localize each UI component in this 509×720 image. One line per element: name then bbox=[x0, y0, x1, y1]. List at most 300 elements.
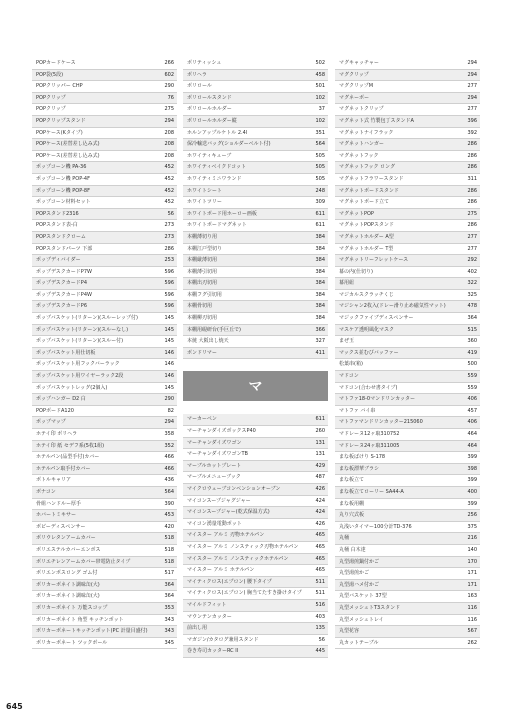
entry-page-number: 611 bbox=[315, 416, 325, 423]
entry-page-number: 170 bbox=[467, 558, 477, 565]
entry-name: ボリカーボネイト 万能スコップ bbox=[36, 604, 108, 611]
index-entry bbox=[32, 81, 177, 93]
entry-page-number: 400 bbox=[467, 488, 477, 495]
section-heading-label: マ bbox=[248, 379, 263, 396]
entry-page-number: 611 bbox=[315, 222, 325, 229]
entry-page-number: 559 bbox=[467, 384, 477, 391]
index-entry bbox=[32, 359, 177, 371]
entry-name: ホテルパン取手付カバー bbox=[36, 465, 91, 472]
entry-page-number: 322 bbox=[467, 280, 477, 287]
index-entry bbox=[335, 278, 480, 290]
entry-page-number: 611 bbox=[315, 210, 325, 217]
index-entry bbox=[183, 414, 328, 426]
index-entry bbox=[32, 278, 177, 290]
index-entry bbox=[335, 417, 480, 429]
entry-page-number: 445 bbox=[315, 648, 325, 655]
entry-page-number: 286 bbox=[467, 187, 477, 194]
entry-name: ボリロール bbox=[187, 83, 212, 90]
entry-name: マグクリップM bbox=[339, 83, 374, 90]
index-entry bbox=[335, 615, 480, 627]
entry-page-number: 505 bbox=[315, 175, 325, 182]
entry-page-number: 458 bbox=[315, 71, 325, 78]
entry-page-number: 384 bbox=[315, 280, 325, 287]
entry-name: 本棚フグ引切用 bbox=[187, 291, 222, 298]
entry-name: マイティクロス(エプロン) 腰下タイプ bbox=[187, 578, 272, 585]
entry-page-number: 465 bbox=[315, 543, 325, 550]
entry-name: POPスタンド2316 bbox=[36, 210, 79, 217]
index-entry bbox=[183, 104, 328, 116]
entry-name: マトファ バイ串 bbox=[339, 407, 376, 414]
entry-page-number: 392 bbox=[467, 129, 477, 136]
index-entry bbox=[183, 635, 328, 647]
entry-page-number: 420 bbox=[164, 523, 174, 530]
index-entry bbox=[183, 81, 328, 93]
entry-name: ボリエンボスロング ゴム付 bbox=[36, 570, 98, 577]
entry-name: ボリカーボネートキッチンポット(PC 計量目盛付) bbox=[36, 628, 148, 635]
entry-page-number: 273 bbox=[164, 222, 174, 229]
index-entry bbox=[32, 313, 177, 325]
entry-page-number: 353 bbox=[164, 604, 174, 611]
entry-page-number: 277 bbox=[467, 233, 477, 240]
index-entry bbox=[183, 612, 328, 624]
index-entry bbox=[183, 93, 328, 105]
entry-page-number: 286 bbox=[467, 164, 477, 171]
entry-page-number: 466 bbox=[164, 454, 174, 461]
entry-name: マグネットボード立て bbox=[339, 199, 389, 206]
entry-name: まな板用棚 bbox=[339, 500, 365, 507]
entry-page-number: 602 bbox=[164, 71, 174, 78]
entry-page-number: 364 bbox=[164, 593, 174, 600]
index-entry bbox=[335, 348, 480, 360]
index-entry bbox=[183, 554, 328, 566]
index-entry bbox=[183, 646, 328, 658]
entry-name: ホワイトシート bbox=[187, 187, 222, 194]
entry-page-number: 375 bbox=[467, 523, 477, 530]
entry-name: ホテイ印 紙 セデフ系(5枚1組) bbox=[36, 442, 105, 449]
index-entry bbox=[335, 244, 480, 256]
index-entry bbox=[32, 487, 177, 499]
index-entry bbox=[335, 313, 480, 325]
entry-name: マグネット式 竹製包丁スタンドA bbox=[339, 117, 414, 124]
entry-page-number: 384 bbox=[315, 268, 325, 275]
entry-name: マグネットPOP bbox=[339, 210, 374, 217]
entry-name: POPクリップ bbox=[36, 106, 66, 113]
entry-page-number: 260 bbox=[315, 428, 325, 435]
entry-name: ポップデスクカードP7W bbox=[36, 268, 92, 275]
index-entry bbox=[32, 325, 177, 337]
index-entry bbox=[335, 626, 480, 638]
entry-name: マグネットハンガー bbox=[339, 141, 384, 148]
entry-name: まぜ玉 bbox=[339, 338, 355, 345]
index-entry bbox=[335, 522, 480, 534]
index-entry bbox=[32, 441, 177, 453]
entry-page-number: 466 bbox=[164, 465, 174, 472]
entry-page-number: 596 bbox=[164, 280, 174, 287]
entry-page-number: 564 bbox=[315, 141, 325, 148]
entry-name: マトファマンドリンカッター215060 bbox=[339, 419, 423, 426]
index-entry bbox=[183, 186, 328, 198]
entry-name: マイコン湧量電動ポット bbox=[187, 520, 242, 527]
entry-page-number: 366 bbox=[315, 326, 325, 333]
entry-name: ポップコーン材料セット bbox=[36, 199, 91, 206]
index-entry bbox=[183, 70, 328, 82]
entry-page-number: 452 bbox=[164, 199, 174, 206]
index-entry bbox=[335, 301, 480, 313]
index-entry bbox=[183, 623, 328, 635]
index-entry bbox=[335, 197, 480, 209]
index-entry bbox=[335, 325, 480, 337]
entry-name: 丸型湯煎鍋付かご bbox=[339, 558, 380, 565]
section-heading-ma bbox=[183, 371, 328, 401]
entry-name: ポップコーン機 POP-8F bbox=[36, 187, 90, 194]
entry-name: マーチャンダイズワゴン bbox=[187, 439, 242, 446]
entry-name: ホバートミキサー bbox=[36, 512, 77, 519]
index-entry bbox=[335, 116, 480, 128]
entry-name: ボビーディスペンサー bbox=[36, 523, 86, 530]
entry-page-number: 286 bbox=[467, 141, 477, 148]
entry-name: マーチャンダイズボックスP40 bbox=[187, 428, 256, 435]
index-entry bbox=[335, 128, 480, 140]
entry-page-number: 426 bbox=[315, 520, 325, 527]
entry-name: 松葉串(箱) bbox=[339, 361, 363, 368]
entry-page-number: 411 bbox=[315, 349, 325, 356]
entry-page-number: 76 bbox=[167, 94, 174, 101]
entry-name: マイクロウェーブコンベンションオーブン bbox=[187, 486, 281, 492]
entry-name: マグキャッチャー bbox=[339, 60, 379, 66]
index-entry bbox=[32, 371, 177, 383]
index-entry bbox=[183, 244, 328, 256]
index-entry bbox=[32, 220, 177, 232]
entry-page-number: 564 bbox=[164, 488, 174, 495]
entry-name: POPケース(差替差し込み式) bbox=[36, 141, 100, 148]
entry-page-number: 286 bbox=[164, 245, 174, 252]
entry-page-number: 399 bbox=[467, 477, 477, 484]
entry-name: 前出し用 bbox=[187, 625, 208, 632]
index-entry bbox=[32, 209, 177, 221]
entry-page-number: 277 bbox=[467, 106, 477, 113]
entry-name: ポップデスクカードP4W bbox=[36, 291, 92, 298]
entry-page-number: 505 bbox=[315, 164, 325, 171]
index-entry bbox=[183, 220, 328, 232]
entry-name: ポップハンガー D2 白 bbox=[36, 396, 86, 403]
index-entry bbox=[183, 174, 328, 186]
entry-page-number: 116 bbox=[467, 604, 477, 611]
index-entry bbox=[335, 591, 480, 603]
index-entry bbox=[335, 232, 480, 244]
entry-page-number: 518 bbox=[164, 558, 174, 565]
entry-page-number: 286 bbox=[467, 199, 477, 206]
entry-name: マーブルホットプレート bbox=[187, 462, 242, 469]
entry-name: マドコン bbox=[339, 373, 359, 380]
entry-name: 本焼 大阪出し焼天 bbox=[187, 338, 229, 345]
index-entry bbox=[335, 452, 480, 464]
index-entry bbox=[335, 359, 480, 371]
entry-page-number: 464 bbox=[467, 442, 477, 449]
entry-name: ポップバスケット(リターン)(スルーレップ付) bbox=[36, 315, 138, 322]
index-entry bbox=[32, 267, 177, 279]
entry-page-number: 140 bbox=[467, 546, 477, 553]
entry-name: ボリロールホルダー縦 bbox=[187, 117, 237, 124]
entry-name: ボリウレタンアームカバー bbox=[36, 535, 96, 542]
entry-name: 本棚薄引切用 bbox=[187, 268, 218, 275]
entry-page-number: 82 bbox=[167, 407, 174, 414]
index-entry bbox=[32, 522, 177, 534]
entry-page-number: 343 bbox=[164, 616, 174, 623]
index-entry bbox=[335, 638, 480, 650]
entry-page-number: 358 bbox=[164, 431, 174, 437]
entry-name: マグクリップ bbox=[339, 71, 369, 78]
entry-page-number: 502 bbox=[315, 60, 325, 66]
entry-page-number: 327 bbox=[315, 338, 325, 345]
index-entry bbox=[335, 58, 480, 70]
entry-name: マグネットボードスタンド bbox=[339, 187, 399, 194]
entry-name: マグネットPOPスタンド bbox=[339, 222, 394, 229]
entry-name: ボトルキャリア bbox=[36, 477, 72, 484]
entry-page-number: 399 bbox=[467, 454, 477, 461]
index-column-1 bbox=[32, 58, 177, 649]
entry-name: ポップバスケット用ワイヤーラック2段 bbox=[36, 373, 124, 380]
entry-page-number: 465 bbox=[315, 532, 325, 539]
index-entry bbox=[335, 557, 480, 569]
entry-name: POPクリップスタンド bbox=[36, 117, 86, 124]
entry-page-number: 352 bbox=[164, 442, 174, 449]
entry-page-number: 384 bbox=[315, 315, 325, 322]
entry-name: マイコンスープジャグジャー bbox=[187, 497, 251, 504]
index-entry bbox=[183, 58, 328, 70]
index-entry bbox=[335, 475, 480, 487]
index-entry bbox=[183, 139, 328, 151]
entry-page-number: 351 bbox=[315, 129, 325, 136]
entry-name: マガジン/カタログ兼用スタンド bbox=[187, 636, 259, 643]
entry-name: マグネットホルダー A型 bbox=[339, 233, 394, 240]
index-entry bbox=[183, 484, 328, 496]
index-entry bbox=[335, 510, 480, 522]
index-entry bbox=[335, 70, 480, 82]
entry-name: マグネーボー bbox=[339, 94, 369, 101]
index-entry bbox=[32, 232, 177, 244]
entry-page-number: 511 bbox=[315, 578, 325, 585]
entry-page-number: 402 bbox=[467, 268, 477, 275]
entry-name: ボリカーボネイト調味缶(大) bbox=[36, 581, 100, 588]
entry-name: マドコン(合わせ書タイプ) bbox=[339, 384, 398, 391]
index-entry bbox=[335, 290, 480, 302]
entry-page-number: 384 bbox=[315, 303, 325, 310]
entry-name: ボリロールホルダー bbox=[187, 106, 232, 113]
entry-page-number: 146 bbox=[164, 373, 174, 380]
entry-page-number: 567 bbox=[467, 628, 477, 635]
index-entry bbox=[335, 499, 480, 511]
entry-page-number: 517 bbox=[164, 570, 174, 577]
entry-name: ポップコーン機 POP-4F bbox=[36, 175, 90, 182]
index-entry bbox=[183, 519, 328, 531]
index-entry bbox=[335, 568, 480, 580]
entry-name: POPケース(Kタイプ) bbox=[36, 129, 83, 136]
entry-page-number: 56 bbox=[318, 636, 325, 643]
entry-page-number: 171 bbox=[467, 581, 477, 588]
index-entry bbox=[335, 371, 480, 383]
index-entry bbox=[32, 104, 177, 116]
index-entry bbox=[183, 496, 328, 508]
entry-page-number: 424 bbox=[315, 497, 325, 504]
entry-name: マジカルスクラッチくじ bbox=[339, 291, 394, 298]
entry-name: マグネットクリップ bbox=[339, 106, 384, 113]
index-entry bbox=[32, 348, 177, 360]
entry-name: ポップマップ bbox=[36, 419, 66, 426]
index-entry bbox=[32, 545, 177, 557]
entry-page-number: 275 bbox=[467, 210, 477, 217]
index-entry bbox=[32, 638, 177, 650]
entry-page-number: 364 bbox=[164, 581, 174, 588]
entry-name: 丸型メッシュトレイ bbox=[339, 616, 384, 623]
index-entry bbox=[32, 475, 177, 487]
index-entry bbox=[32, 174, 177, 186]
entry-page-number: 248 bbox=[315, 187, 325, 194]
entry-name: 丸り穴式板 bbox=[339, 512, 365, 519]
entry-page-number: 135 bbox=[315, 625, 325, 632]
entry-page-number: 518 bbox=[164, 535, 174, 542]
entry-page-number: 145 bbox=[164, 326, 174, 333]
index-entry bbox=[183, 472, 328, 484]
entry-name: POPケース(差替差し込み式) bbox=[36, 152, 100, 159]
entry-name: 本棚用硯研台(手巨丘で) bbox=[187, 326, 241, 333]
index-entry bbox=[32, 626, 177, 638]
entry-page-number: 384 bbox=[315, 257, 325, 264]
entry-page-number: 256 bbox=[467, 512, 477, 519]
index-entry bbox=[32, 336, 177, 348]
entry-name: ボリカーボネイト調味缶(大) bbox=[36, 593, 100, 600]
index-entry bbox=[335, 267, 480, 279]
entry-page-number: 146 bbox=[164, 361, 174, 368]
entry-page-number: 403 bbox=[315, 613, 325, 620]
entry-page-number: 145 bbox=[164, 315, 174, 322]
entry-name: まな板ばけり S-178 bbox=[339, 454, 386, 461]
entry-page-number: 171 bbox=[467, 570, 477, 577]
index-column-3 bbox=[335, 58, 480, 649]
index-entry bbox=[32, 186, 177, 198]
entry-page-number: 208 bbox=[164, 152, 174, 159]
entry-page-number: 277 bbox=[467, 83, 477, 90]
index-entry bbox=[335, 104, 480, 116]
index-entry bbox=[32, 580, 177, 592]
entry-page-number: 208 bbox=[164, 129, 174, 136]
entry-page-number: 294 bbox=[467, 60, 477, 66]
entry-page-number: 292 bbox=[467, 257, 477, 264]
index-entry bbox=[183, 438, 328, 450]
entry-name: マグネットリーフレットケース bbox=[339, 257, 409, 264]
entry-page-number: 343 bbox=[164, 628, 174, 635]
entry-page-number: 163 bbox=[467, 593, 477, 600]
index-entry bbox=[32, 452, 177, 464]
index-entry bbox=[183, 232, 328, 244]
entry-name: マイスター アルミ ノンスティックホテルパン bbox=[187, 555, 289, 562]
entry-name: ボリエチレンアームカバー帯電防止タイプ bbox=[36, 558, 131, 565]
entry-name: 丸型花容 bbox=[339, 628, 360, 635]
index-entry bbox=[183, 426, 328, 438]
entry-name: ボリカーボネイト 角型 キッチンポット bbox=[36, 616, 124, 623]
entry-name: ボナコン bbox=[36, 488, 56, 495]
index-entry bbox=[183, 255, 328, 267]
index-entry bbox=[183, 542, 328, 554]
entry-name: マグネットナイフラック bbox=[339, 129, 394, 136]
entry-name: 丸型湯ハメ付かご bbox=[339, 581, 380, 588]
entry-page-number: 102 bbox=[315, 94, 325, 101]
index-entry bbox=[335, 580, 480, 592]
entry-page-number: 384 bbox=[315, 245, 325, 252]
entry-page-number: 396 bbox=[467, 117, 477, 124]
entry-name: ボリヘラ bbox=[187, 71, 207, 78]
entry-page-number: 464 bbox=[467, 431, 477, 437]
index-entry bbox=[335, 429, 480, 441]
index-entry bbox=[183, 162, 328, 174]
entry-page-number: 465 bbox=[315, 555, 325, 562]
index-entry bbox=[32, 197, 177, 209]
entry-name: 丸型メッシュトT3スタンド bbox=[339, 604, 401, 611]
entry-page-number: 253 bbox=[164, 257, 174, 264]
entry-page-number: 596 bbox=[164, 303, 174, 310]
entry-page-number: 429 bbox=[315, 462, 325, 469]
entry-name: ポップバスケット(リターン)(スルーなし) bbox=[36, 326, 129, 333]
entry-name: 幕の内(仕切り) bbox=[339, 268, 373, 275]
entry-name: マイコンスープジャー(乾式保温方式) bbox=[187, 509, 270, 516]
index-entry bbox=[335, 186, 480, 198]
entry-name: ポップコーン機 PA-36 bbox=[36, 164, 87, 171]
entry-name: POPクリッパー CHP bbox=[36, 83, 83, 90]
index-entry bbox=[32, 70, 177, 82]
index-entry bbox=[32, 93, 177, 105]
index-entry bbox=[183, 197, 328, 209]
entry-name: 本棚柳刃切用 bbox=[187, 315, 218, 322]
entry-page-number: 102 bbox=[315, 117, 325, 124]
entry-name: マグネットホルダー T型 bbox=[339, 245, 394, 252]
entry-page-number: 208 bbox=[164, 141, 174, 148]
index-entry bbox=[183, 290, 328, 302]
entry-name: ボリカーボネート ツックボール bbox=[36, 639, 108, 646]
entry-page-number: 518 bbox=[164, 546, 174, 553]
index-entry bbox=[183, 128, 328, 140]
index-entry bbox=[335, 464, 480, 476]
entry-name: POPスタンドクローム bbox=[36, 233, 86, 240]
entry-name: マーチャンダイズワゴンTB bbox=[187, 451, 248, 458]
entry-page-number: 419 bbox=[467, 349, 477, 356]
entry-name: まな板立て bbox=[339, 477, 365, 484]
index-entry bbox=[183, 151, 328, 163]
entry-name: マイスター アルミ ホテルパン bbox=[187, 567, 255, 574]
entry-page-number: 290 bbox=[164, 396, 174, 403]
entry-name: ボンドリマー bbox=[187, 349, 217, 356]
index-entry bbox=[32, 464, 177, 476]
entry-page-number: 145 bbox=[164, 384, 174, 391]
index-column-2 bbox=[183, 58, 328, 658]
entry-page-number: 384 bbox=[315, 291, 325, 298]
index-entry bbox=[183, 461, 328, 473]
index-entry bbox=[183, 348, 328, 360]
page-number: 645 bbox=[6, 702, 23, 711]
index-entry bbox=[32, 151, 177, 163]
entry-name: 本棚江戸型切り bbox=[187, 245, 223, 252]
index-entry bbox=[183, 116, 328, 128]
entry-page-number: 501 bbox=[315, 83, 325, 90]
entry-page-number: 131 bbox=[315, 439, 325, 446]
entry-page-number: 390 bbox=[164, 500, 174, 507]
entry-name: ホルンアップルケトル 2.4l bbox=[187, 129, 248, 136]
entry-name: ボリティッシュ bbox=[187, 60, 222, 66]
entry-name: ホワイトツリー bbox=[187, 199, 222, 206]
index-entry bbox=[183, 588, 328, 600]
entry-page-number: 277 bbox=[467, 245, 477, 252]
index-entry bbox=[32, 394, 177, 406]
index-entry bbox=[32, 406, 177, 418]
entry-name: ポップバスケット用フックバーラック bbox=[36, 361, 120, 368]
